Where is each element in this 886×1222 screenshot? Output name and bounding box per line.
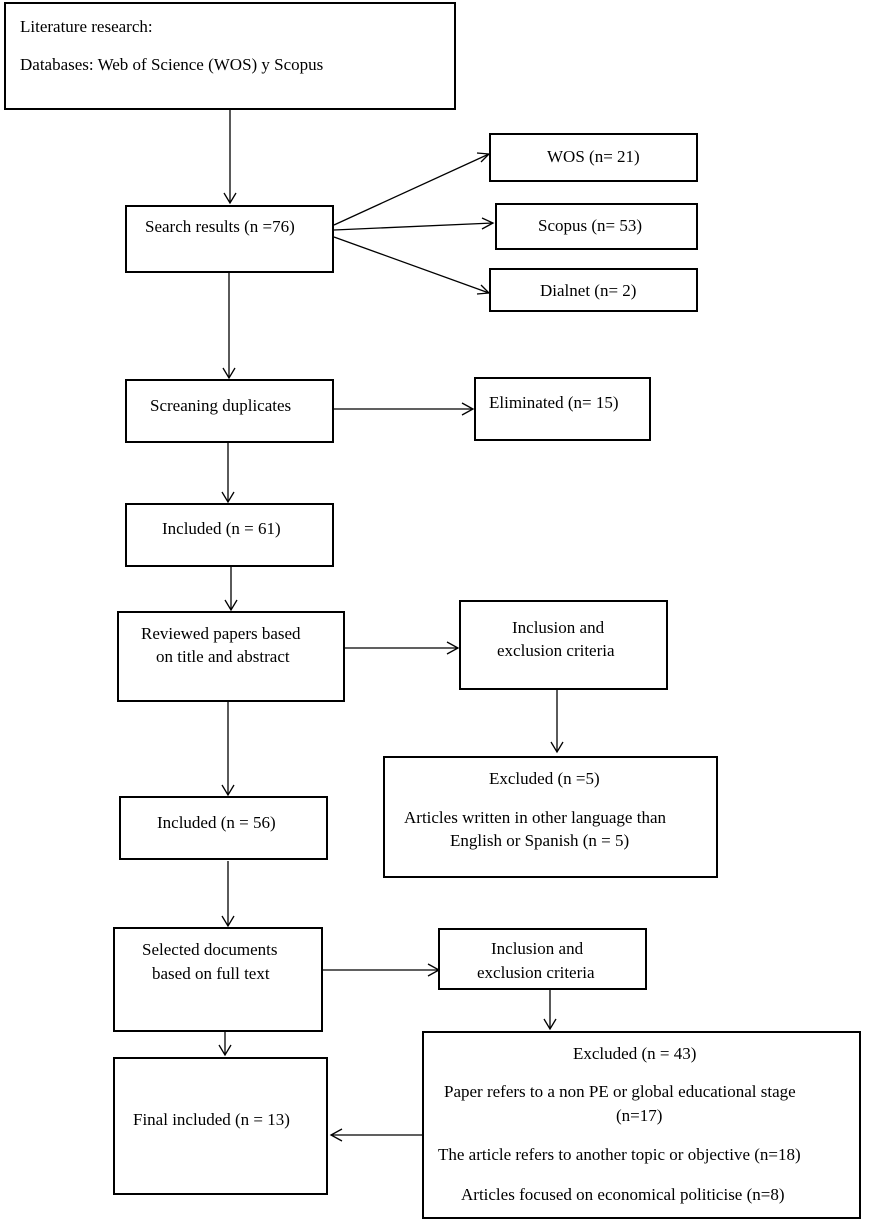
excluded-43-title: Excluded (n = 43) xyxy=(573,1044,697,1063)
selected-documents-line1: Selected documents xyxy=(142,940,278,959)
excluded-5-title: Excluded (n =5) xyxy=(489,769,600,788)
criteria-2-line1: Inclusion and xyxy=(491,939,584,958)
dialnet-box xyxy=(489,268,698,312)
included-61-box xyxy=(125,503,334,567)
databases-label: Databases: Web of Science (WOS) y Scopus xyxy=(20,55,324,74)
scopus-box xyxy=(495,203,698,250)
search-results-box xyxy=(125,205,334,273)
wos-box xyxy=(489,133,698,182)
arrow-search-to-dialnet xyxy=(334,237,489,293)
excluded-43-reason1-line1: Paper refers to a non PE or global educational stage xyxy=(444,1082,796,1101)
wos-label: WOS (n= 21) xyxy=(547,147,640,166)
included-61-label: Included (n = 61) xyxy=(162,519,281,538)
excluded-43-box xyxy=(422,1031,861,1219)
excluded-5-box xyxy=(383,756,718,878)
criteria-1-line2: exclusion criteria xyxy=(497,641,615,660)
criteria-1-line1: Inclusion and xyxy=(512,618,605,637)
excluded-43-reason3: Articles focused on economical politicise (n=8) xyxy=(461,1185,785,1204)
screening-duplicates-label: Screaning duplicates xyxy=(150,396,292,415)
selected-documents-box xyxy=(113,927,323,1032)
selected-documents-line2: based on full text xyxy=(152,964,270,983)
dialnet-label: Dialnet (n= 2) xyxy=(540,281,637,300)
eliminated-label: Eliminated (n= 15) xyxy=(489,393,619,412)
scopus-label: Scopus (n= 53) xyxy=(538,216,643,235)
reviewed-papers-line2: on title and abstract xyxy=(156,647,290,666)
final-included-label: Final included (n = 13) xyxy=(133,1110,290,1129)
reviewed-papers-box xyxy=(117,611,345,702)
excluded-5-reason-line1: Articles written in other language than xyxy=(404,808,666,827)
included-56-label: Included (n = 56) xyxy=(157,813,276,832)
screening-duplicates-box xyxy=(125,379,334,443)
literature-research-label: Literature research: xyxy=(20,17,153,36)
final-included-box xyxy=(113,1057,328,1195)
excluded-43-reason1-line2: (n=17) xyxy=(616,1106,663,1125)
eliminated-box xyxy=(474,377,651,441)
search-results-label: Search results (n =76) xyxy=(145,217,295,236)
criteria-1-box xyxy=(459,600,668,690)
literature-research-box xyxy=(4,2,456,110)
reviewed-papers-line1: Reviewed papers based xyxy=(141,624,301,643)
included-56-box xyxy=(119,796,328,860)
criteria-2-line2: exclusion criteria xyxy=(477,963,595,982)
excluded-5-reason-line2: English or Spanish (n = 5) xyxy=(450,831,630,850)
criteria-2-box xyxy=(438,928,647,990)
excluded-43-reason2: The article refers to another topic or objective (n=18) xyxy=(438,1145,801,1164)
arrow-search-to-scopus xyxy=(334,223,493,230)
arrow-search-to-wos xyxy=(334,154,489,225)
